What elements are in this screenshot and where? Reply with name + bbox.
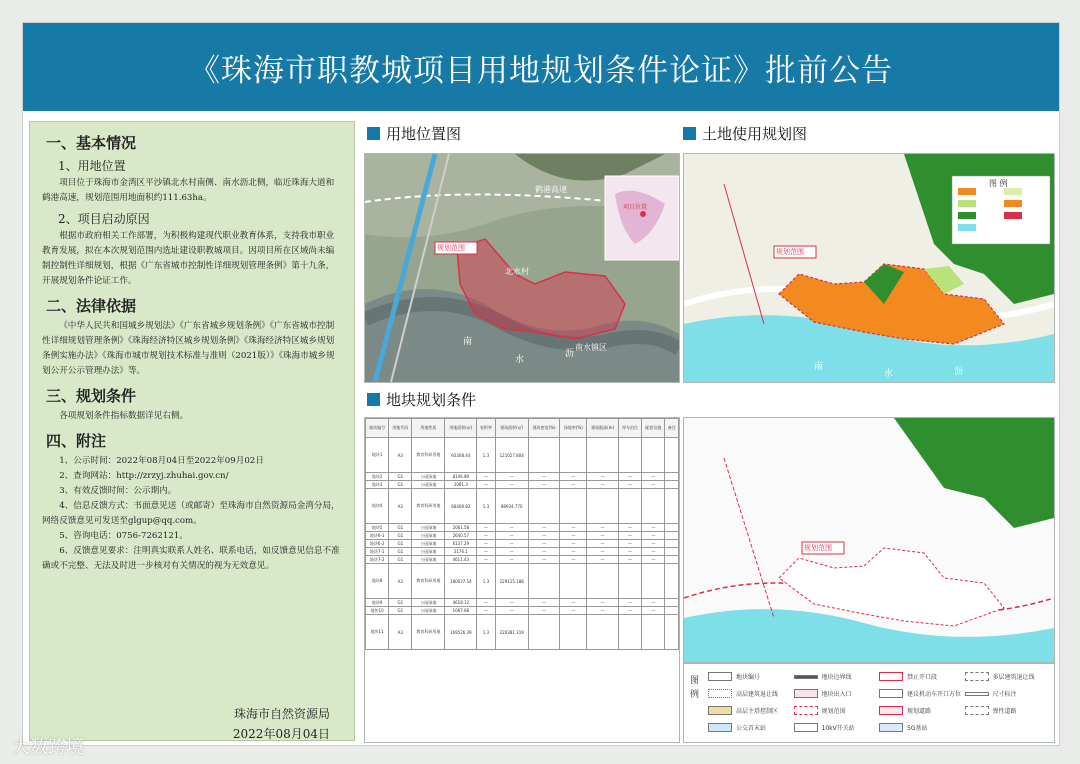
legend-item: 地块出入口 bbox=[794, 685, 880, 702]
square-icon bbox=[367, 393, 380, 406]
square-icon bbox=[683, 127, 696, 140]
section-heading-conditions: 三、规划条件 bbox=[46, 387, 137, 405]
table-cell bbox=[665, 599, 679, 607]
note-item[interactable]: 2、查询网站：http://zrzyj.zhuhai.gov.cn/ bbox=[59, 471, 229, 481]
table-cell: 1.3 bbox=[477, 615, 495, 650]
table-cell bbox=[560, 564, 587, 599]
table-cell: — bbox=[477, 532, 495, 540]
table-cell: 教育科研用地 bbox=[412, 564, 445, 599]
river-char: 沥 bbox=[565, 349, 575, 359]
table-cell: — bbox=[560, 481, 587, 489]
table-cell: 地块10 bbox=[366, 607, 389, 615]
legend-swatch bbox=[879, 723, 903, 732]
river-char: 沥 bbox=[954, 367, 964, 377]
note-item: 5、咨询电话：0756-7262121。 bbox=[59, 531, 188, 541]
table-header-cell: 配套设施 bbox=[642, 419, 665, 438]
table-cell: 地块5 bbox=[366, 524, 389, 532]
table-cell bbox=[619, 489, 642, 524]
legend-swatch bbox=[708, 706, 732, 715]
table-row bbox=[366, 564, 679, 599]
legend-swatch bbox=[965, 672, 989, 681]
table-cell: — bbox=[560, 540, 587, 548]
table-row bbox=[366, 548, 679, 556]
plot-conditions-table bbox=[365, 418, 679, 650]
table-cell: — bbox=[528, 481, 560, 489]
table-cell: 公园绿地 bbox=[412, 532, 445, 540]
table-header-cell: 地块编号 bbox=[366, 419, 389, 438]
table-row bbox=[366, 438, 679, 473]
paragraph-location: 项目位于珠海市金湾区平沙镇北水村南侧、南水沥北侧，临近珠海大道和鹤港高速，规划范围用地面积约111.63ha。 bbox=[42, 178, 335, 203]
table-cell: — bbox=[560, 556, 587, 564]
table-cell: — bbox=[477, 556, 495, 564]
paragraph-reason: 根据市政府相关工作部署，为积极构建现代职业教育体系，支持我市职业教育发展，拟在本次规划范围内选址建设职教城项目。因项目所在区域尚未编制控制性详细规划，根据《广东省城市控制性详细规划管理条例》第十九条，开展规划条件论证工作。 bbox=[42, 231, 335, 286]
table-cell: — bbox=[528, 599, 560, 607]
table-cell: 220381.319 bbox=[495, 615, 528, 650]
table-cell bbox=[528, 438, 560, 473]
table-cell bbox=[619, 564, 642, 599]
table-cell: G1 bbox=[389, 481, 412, 489]
table-cell: — bbox=[587, 548, 619, 556]
paragraph-legal: 《中华人民共和国城乡规划法》《广东省城乡规划条例》《广东省城市控制性详细规划管理条例》《珠海经济特区城乡规划条例》《珠海经济特区城乡规划条例实施办法》《珠海市城市规划技术标准与准则（2021版）》《珠海市城乡规划公开公示管理办法》等。 bbox=[42, 321, 335, 376]
table-cell bbox=[642, 564, 665, 599]
table-cell: 4618.12 bbox=[445, 599, 477, 607]
table-cell: — bbox=[528, 540, 560, 548]
note-item: 1、公示时间：2022年08月04日至2022年09月02日 bbox=[59, 456, 264, 466]
table-cell: 229115.188 bbox=[495, 564, 528, 599]
table-cell: 1.3 bbox=[477, 489, 495, 524]
table-cell: — bbox=[560, 532, 587, 540]
legend-item: 弹性道路 bbox=[965, 702, 1051, 719]
table-cell: 地块6-1 bbox=[366, 532, 389, 540]
table-header-cell: 用地面积(㎡) bbox=[445, 419, 477, 438]
note-item: 3、有效反馈时间：公示期内。 bbox=[59, 486, 177, 496]
table-cell bbox=[665, 607, 679, 615]
table-row bbox=[366, 556, 679, 564]
table-cell: — bbox=[587, 599, 619, 607]
plot-conditions-heading: 地块规划条件 bbox=[367, 389, 476, 410]
plot-conditions-table-panel bbox=[364, 417, 680, 743]
legend-swatch bbox=[879, 672, 903, 681]
table-cell: — bbox=[528, 532, 560, 540]
table-header-row bbox=[366, 419, 679, 438]
legend-item: 规划道路 bbox=[879, 702, 965, 719]
note-item: 6、反馈意见要求：注明真实联系人姓名、联系电话，如反馈意见信息不准确或不完整、无法及时进一步核对有关情况的视为无效意见。 bbox=[42, 546, 340, 571]
table-cell: — bbox=[495, 540, 528, 548]
table-cell: G1 bbox=[389, 532, 412, 540]
table-cell: — bbox=[477, 540, 495, 548]
table-header-cell: 用地性质 bbox=[412, 419, 445, 438]
legend-item: 规划范围 bbox=[794, 702, 880, 719]
table-cell bbox=[587, 564, 619, 599]
table-cell: 地块7-1 bbox=[366, 548, 389, 556]
table-body bbox=[366, 438, 679, 650]
table-cell: G1 bbox=[389, 556, 412, 564]
section-heading-basic: 一、基本情况 bbox=[46, 134, 137, 152]
table-cell: — bbox=[477, 599, 495, 607]
table-cell: — bbox=[560, 548, 587, 556]
subheading-reason: 2、项目启动原因 bbox=[58, 212, 150, 226]
legend-side-label: 图例 bbox=[690, 676, 700, 700]
section-heading-legal: 二、法律依据 bbox=[46, 297, 137, 315]
expressway-label: 鹤港高速 bbox=[535, 185, 567, 194]
table-cell: 1067.68 bbox=[445, 607, 477, 615]
legend-item: 尺寸标注 bbox=[965, 685, 1051, 702]
table-cell: — bbox=[560, 599, 587, 607]
table-cell: A3 bbox=[389, 438, 412, 473]
table-cell: — bbox=[495, 599, 528, 607]
table-cell: G1 bbox=[389, 548, 412, 556]
table-cell: — bbox=[587, 607, 619, 615]
table-header-cell: 用地代码 bbox=[389, 419, 412, 438]
scope-label: 规划范围 bbox=[437, 244, 465, 252]
table-cell bbox=[619, 615, 642, 650]
table-cell bbox=[665, 473, 679, 481]
table-header-cell: 容积率 bbox=[477, 419, 495, 438]
scope-label: 规划范围 bbox=[776, 248, 804, 256]
table-cell: 地块3 bbox=[366, 481, 389, 489]
table-cell: 公园绿地 bbox=[412, 548, 445, 556]
table-cell bbox=[528, 564, 560, 599]
table-cell: — bbox=[495, 481, 528, 489]
legend-swatch bbox=[794, 723, 818, 732]
table-cell: — bbox=[642, 532, 665, 540]
table-cell: — bbox=[477, 473, 495, 481]
legend-item: 禁止开口段 bbox=[879, 668, 965, 685]
subheading-location: 1、用地位置 bbox=[58, 159, 126, 173]
table-cell: 2061.58 bbox=[445, 524, 477, 532]
table-cell: — bbox=[642, 540, 665, 548]
table-cell: — bbox=[477, 524, 495, 532]
table-cell: — bbox=[495, 548, 528, 556]
table-cell: — bbox=[587, 524, 619, 532]
table-cell: — bbox=[477, 481, 495, 489]
table-cell bbox=[665, 532, 679, 540]
table-cell: A3 bbox=[389, 564, 412, 599]
table-cell: — bbox=[619, 524, 642, 532]
table-cell bbox=[528, 489, 560, 524]
paragraph-conditions: 各项规划条件指标数据详见右侧。 bbox=[59, 411, 189, 421]
table-cell bbox=[619, 438, 642, 473]
legend-swatch bbox=[708, 672, 732, 681]
table-cell: 公园绿地 bbox=[412, 607, 445, 615]
table-cell: 教育科研用地 bbox=[412, 438, 445, 473]
notice-board bbox=[22, 22, 1060, 746]
table-cell: 1.3 bbox=[477, 438, 495, 473]
table-row bbox=[366, 481, 679, 489]
table-cell: — bbox=[619, 548, 642, 556]
table-cell bbox=[665, 481, 679, 489]
table-cell: — bbox=[587, 532, 619, 540]
table-cell bbox=[587, 489, 619, 524]
table-cell: — bbox=[495, 607, 528, 615]
legend-swatch bbox=[708, 723, 732, 732]
table-cell bbox=[642, 489, 665, 524]
table-row bbox=[366, 540, 679, 548]
table-cell: — bbox=[642, 524, 665, 532]
land-use-map-heading: 土地使用规划图 bbox=[683, 123, 807, 144]
table-cell: 8106.89 bbox=[445, 473, 477, 481]
location-map bbox=[364, 153, 680, 383]
table-cell: 地块4 bbox=[366, 489, 389, 524]
table-cell: 2176.1 bbox=[445, 548, 477, 556]
table-cell: — bbox=[619, 473, 642, 481]
table-cell: 地块11 bbox=[366, 615, 389, 650]
legend-swatch bbox=[879, 706, 903, 715]
town-label: 南水镇区 bbox=[575, 343, 607, 352]
legend-swatch bbox=[965, 706, 989, 715]
table-cell: 92308.44 bbox=[445, 438, 477, 473]
table-cell: — bbox=[560, 473, 587, 481]
legend-item: 高层主塔控制区 bbox=[708, 702, 794, 719]
table-cell bbox=[665, 564, 679, 599]
table-cell: G1 bbox=[389, 599, 412, 607]
legend-item: 地块边界线 bbox=[794, 668, 880, 685]
table-cell bbox=[560, 615, 587, 650]
legend-item: 5G基站 bbox=[879, 719, 965, 736]
table-row bbox=[366, 615, 679, 650]
detail-plan-map bbox=[683, 417, 1055, 663]
table-header-cell: 建筑面积(㎡) bbox=[495, 419, 528, 438]
table-cell: — bbox=[528, 556, 560, 564]
table-cell bbox=[587, 438, 619, 473]
table-cell: 地块8 bbox=[366, 564, 389, 599]
table-cell: — bbox=[528, 473, 560, 481]
table-cell: — bbox=[528, 607, 560, 615]
detail-plan-drawing bbox=[684, 418, 1054, 662]
table-cell: 公园绿地 bbox=[412, 473, 445, 481]
table-cell: — bbox=[642, 548, 665, 556]
river-char: 水 bbox=[515, 355, 525, 365]
table-cell bbox=[665, 548, 679, 556]
legend-swatch bbox=[708, 689, 732, 698]
table-cell bbox=[560, 438, 587, 473]
signature-date: 2022年08月04日 bbox=[232, 727, 330, 741]
table-cell: 公园绿地 bbox=[412, 556, 445, 564]
table-cell: A3 bbox=[389, 615, 412, 650]
table-cell bbox=[665, 615, 679, 650]
table-cell bbox=[560, 489, 587, 524]
table-cell: — bbox=[619, 481, 642, 489]
table-header-cell: 停车泊位 bbox=[619, 419, 642, 438]
signature-org: 珠海市自然资源局 bbox=[233, 707, 330, 721]
table-cell: G1 bbox=[389, 524, 412, 532]
table-cell: 地块7-2 bbox=[366, 556, 389, 564]
table-cell: G1 bbox=[389, 540, 412, 548]
table-header-cell: 备注 bbox=[665, 419, 679, 438]
table-cell: — bbox=[477, 607, 495, 615]
table-cell: 6137.29 bbox=[445, 540, 477, 548]
legend-item: 公交首末站 bbox=[708, 719, 794, 736]
village-label: 北水村 bbox=[505, 267, 529, 276]
table-cell: 2061.3 bbox=[445, 481, 477, 489]
table-cell: 88934.770 bbox=[495, 489, 528, 524]
table-cell: — bbox=[619, 532, 642, 540]
table-cell bbox=[665, 540, 679, 548]
table-cell: 地块9 bbox=[366, 599, 389, 607]
scope-label: 规划范围 bbox=[804, 544, 832, 552]
table-row bbox=[366, 489, 679, 524]
legend-item: 10kV开关站 bbox=[794, 719, 880, 736]
watermark: 大数跨境 bbox=[12, 737, 84, 758]
table-cell: 地块2 bbox=[366, 473, 389, 481]
table-cell: — bbox=[619, 599, 642, 607]
table-cell: — bbox=[587, 556, 619, 564]
table-cell: — bbox=[619, 556, 642, 564]
legend-swatch bbox=[879, 689, 903, 698]
table-cell bbox=[665, 524, 679, 532]
table-cell: 4611.43 bbox=[445, 556, 477, 564]
legend-swatch bbox=[965, 692, 989, 696]
table-header-cell: 绿地率(%) bbox=[560, 419, 587, 438]
table-cell: — bbox=[495, 473, 528, 481]
table-header-cell: 建筑密度(%) bbox=[528, 419, 560, 438]
river-char: 水 bbox=[884, 369, 894, 379]
legend-item: 地块编号 bbox=[708, 668, 794, 685]
table-cell: — bbox=[642, 481, 665, 489]
land-use-map bbox=[683, 153, 1055, 383]
note-item: 4、信息反馈方式：书面意见送（或邮寄）至珠海市自然资源局金湾分局，网络反馈意见可发送至glgup@qq.com。 bbox=[42, 501, 340, 526]
legend-title: 图 例 bbox=[989, 179, 1008, 188]
river-char: 南 bbox=[814, 362, 824, 372]
square-icon bbox=[367, 127, 380, 140]
table-cell: G1 bbox=[389, 607, 412, 615]
map-legend bbox=[683, 663, 1055, 743]
table-cell: — bbox=[642, 599, 665, 607]
table-cell: 公园绿地 bbox=[412, 524, 445, 532]
legend-item: 多层建筑退让线 bbox=[965, 668, 1051, 685]
location-map-heading: 用地位置图 bbox=[367, 123, 461, 144]
notice-title: 《珠海市职教城项目用地规划条件论证》批前公告 bbox=[23, 23, 1059, 111]
table-cell: — bbox=[587, 481, 619, 489]
table-cell: A3 bbox=[389, 489, 412, 524]
project-location-label: 项目位置 bbox=[623, 204, 648, 211]
table-cell: — bbox=[642, 607, 665, 615]
table-row bbox=[366, 532, 679, 540]
table-header-cell: 建筑限高(m) bbox=[587, 419, 619, 438]
table-cell: — bbox=[495, 524, 528, 532]
table-row bbox=[366, 524, 679, 532]
table-cell bbox=[642, 615, 665, 650]
table-cell: 教育科研用地 bbox=[412, 489, 445, 524]
table-cell: — bbox=[619, 540, 642, 548]
table-cell: G1 bbox=[389, 473, 412, 481]
legend-swatch bbox=[794, 675, 818, 679]
table-cell: 121027.804 bbox=[495, 438, 528, 473]
table-cell: 2640.57 bbox=[445, 532, 477, 540]
table-cell: 公园绿地 bbox=[412, 540, 445, 548]
table-cell: 公园绿地 bbox=[412, 481, 445, 489]
section-heading-notes: 四、附注 bbox=[46, 432, 107, 450]
table-cell bbox=[665, 489, 679, 524]
table-cell: 169526.39 bbox=[445, 615, 477, 650]
table-cell: — bbox=[587, 540, 619, 548]
legend-item: 高层建筑退让线 bbox=[708, 685, 794, 702]
table-cell: — bbox=[560, 524, 587, 532]
table-row bbox=[366, 473, 679, 481]
table-cell: — bbox=[587, 473, 619, 481]
table-cell bbox=[665, 438, 679, 473]
table-cell: 地块6-2 bbox=[366, 540, 389, 548]
table-cell bbox=[587, 615, 619, 650]
table-cell: — bbox=[528, 548, 560, 556]
table-cell: 公园绿地 bbox=[412, 599, 445, 607]
legend-swatch bbox=[794, 706, 818, 715]
table-cell: — bbox=[528, 524, 560, 532]
table-cell: 68409.82 bbox=[445, 489, 477, 524]
table-cell bbox=[642, 438, 665, 473]
table-cell: — bbox=[642, 473, 665, 481]
river-char: 南 bbox=[463, 337, 473, 347]
table-cell: — bbox=[495, 532, 528, 540]
table-row bbox=[366, 607, 679, 615]
table-cell: — bbox=[619, 607, 642, 615]
table-cell: 1.3 bbox=[477, 564, 495, 599]
table-cell bbox=[528, 615, 560, 650]
table-cell: — bbox=[560, 607, 587, 615]
table-cell: — bbox=[642, 556, 665, 564]
legend-swatch bbox=[794, 689, 818, 698]
table-cell: — bbox=[495, 556, 528, 564]
table-cell: 教育科研用地 bbox=[412, 615, 445, 650]
table-cell: 地块1 bbox=[366, 438, 389, 473]
legend-item: 建议机动车开口方位 bbox=[879, 685, 965, 702]
info-panel bbox=[29, 121, 355, 741]
table-cell: — bbox=[477, 548, 495, 556]
table-cell: 180037.54 bbox=[445, 564, 477, 599]
table-row bbox=[366, 599, 679, 607]
table-cell bbox=[665, 556, 679, 564]
